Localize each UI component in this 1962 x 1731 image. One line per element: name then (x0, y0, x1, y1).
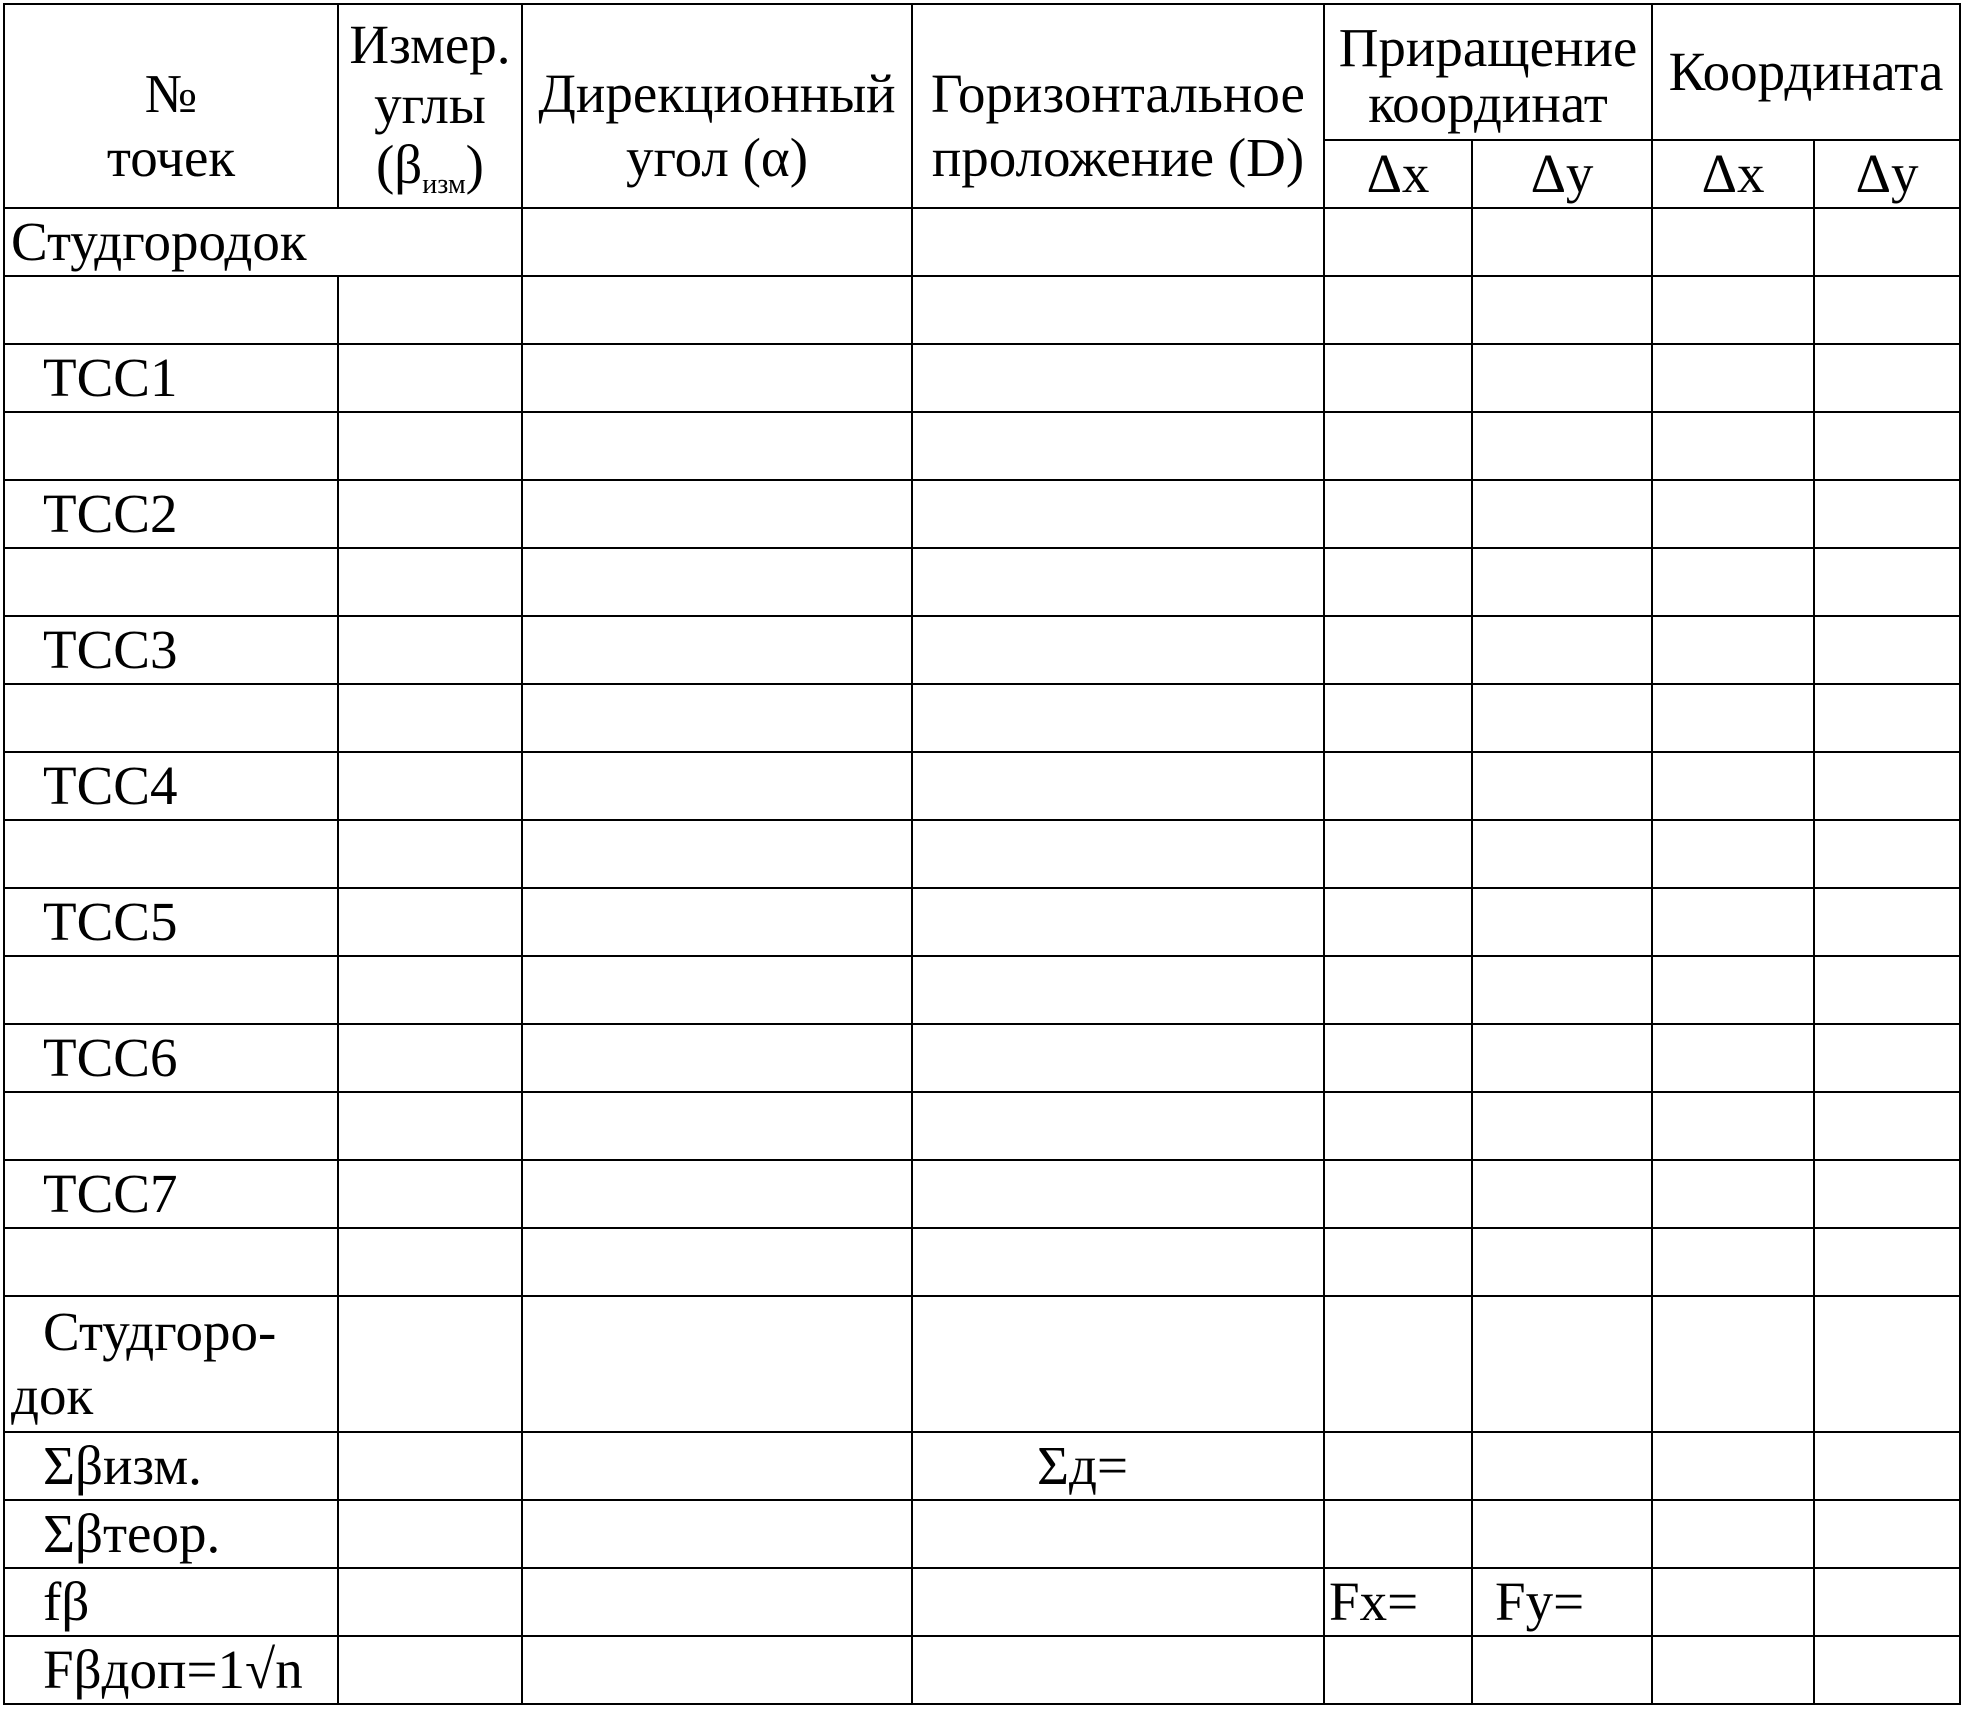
increment-dy-cell[interactable] (1472, 1500, 1652, 1568)
coordinate-dy-cell[interactable] (1814, 616, 1960, 684)
increment-dy-cell[interactable] (1472, 820, 1652, 888)
increment-dx-cell[interactable] (1324, 344, 1472, 412)
directional-angle-cell[interactable] (522, 480, 912, 548)
increment-dx-cell[interactable] (1324, 480, 1472, 548)
measured-angle-cell[interactable] (338, 480, 522, 548)
header-directional-angle-line2: угол (α) (625, 127, 809, 188)
header-measured-angles-line1: Измер. (349, 14, 511, 75)
increment-dy-cell[interactable] (1472, 1636, 1652, 1704)
increment-dx-cell[interactable] (1324, 1296, 1472, 1432)
header-coordinate-dx: Δx (1652, 140, 1814, 208)
coordinate-dy-cell[interactable] (1814, 752, 1960, 820)
directional-angle-cell[interactable] (522, 1160, 912, 1228)
horizontal-distance-cell[interactable] (912, 1024, 1324, 1092)
increment-dy-cell[interactable] (1472, 1024, 1652, 1092)
summary-row-sum-theoretical (4, 1500, 1960, 1568)
header-increments-dx: Δx (1324, 140, 1472, 208)
header-coordinate (1652, 4, 1960, 140)
increment-dy-cell[interactable] (1472, 548, 1652, 616)
fy-label: Fy= (1472, 1568, 1652, 1636)
horizontal-distance-cell[interactable] (912, 1636, 1324, 1704)
increment-dy-cell[interactable] (1472, 956, 1652, 1024)
point-label (4, 276, 338, 344)
beta-subscript: изм (422, 169, 466, 200)
increment-dx-cell[interactable] (1324, 888, 1472, 956)
point-label: ТСС5 (4, 888, 338, 956)
directional-angle-cell[interactable] (522, 1296, 912, 1432)
horizontal-distance-cell[interactable] (912, 752, 1324, 820)
header-increments-dy: Δy (1472, 140, 1652, 208)
increment-dy-cell[interactable] (1472, 344, 1652, 412)
measured-angle-cell[interactable] (338, 1296, 522, 1432)
sum-theoretical-label: Σβтеор. (4, 1500, 338, 1568)
horizontal-distance-cell[interactable] (912, 276, 1324, 344)
coordinate-dy-cell[interactable] (1814, 1092, 1960, 1160)
point-label (4, 1228, 338, 1296)
increment-dy-cell[interactable] (1472, 1432, 1652, 1500)
coordinate-dy-cell[interactable] (1814, 412, 1960, 480)
summary-row-sum-measured (4, 1432, 1960, 1500)
horizontal-distance-cell[interactable] (912, 548, 1324, 616)
header-horizontal-distance-line2: проложение (D) (931, 127, 1305, 188)
directional-angle-cell[interactable] (522, 412, 912, 480)
table-row (4, 1024, 1960, 1092)
point-label (4, 956, 338, 1024)
table-row (4, 1160, 1960, 1228)
directional-angle-cell[interactable] (522, 684, 912, 752)
measured-angle-cell[interactable] (338, 888, 522, 956)
point-label: ТСС2 (4, 480, 338, 548)
header-measured-angles-line3 (339, 135, 521, 205)
table-row (4, 344, 1960, 412)
header-point-number-symbol: № (144, 63, 198, 124)
header-coordinate-dy: Δy (1814, 140, 1960, 208)
horizontal-distance-cell[interactable] (912, 1228, 1324, 1296)
coordinate-dx-cell[interactable] (1652, 548, 1814, 616)
point-label-final-line2: док (11, 1365, 94, 1426)
measured-angle-cell[interactable] (338, 276, 522, 344)
header-increments-line2: координат (1368, 73, 1608, 134)
horizontal-distance-cell[interactable] (912, 956, 1324, 1024)
increment-dy-cell[interactable] (1472, 684, 1652, 752)
horizontal-distance-cell[interactable] (912, 888, 1324, 956)
coordinate-dy-cell[interactable] (1814, 1296, 1960, 1432)
header-directional-angle-line1: Дирекционный (538, 63, 896, 124)
header-increments-line1: Приращение (1338, 17, 1638, 78)
measured-angle-cell[interactable] (338, 956, 522, 1024)
coordinate-dx-cell[interactable] (1652, 1160, 1814, 1228)
increment-dx-cell[interactable] (1324, 412, 1472, 480)
measured-angle-cell[interactable] (338, 820, 522, 888)
table-row (4, 1228, 1960, 1296)
table-row (4, 412, 1960, 480)
coordinate-dy-cell[interactable] (1814, 548, 1960, 616)
point-label (4, 1092, 338, 1160)
coordinate-dy-cell[interactable] (1814, 276, 1960, 344)
coordinate-dy-cell[interactable] (1814, 1636, 1960, 1704)
horizontal-distance-cell[interactable] (912, 1160, 1324, 1228)
directional-angle-cell[interactable] (522, 1636, 912, 1704)
header-horizontal-distance (912, 4, 1324, 208)
summary-row-allowable (4, 1636, 1960, 1704)
point-label: ТСС6 (4, 1024, 338, 1092)
directional-angle-cell[interactable] (522, 956, 912, 1024)
increment-dx-cell[interactable] (1324, 1432, 1472, 1500)
coordinate-dx-cell[interactable] (1652, 1636, 1814, 1704)
coordinate-dx-cell[interactable] (1652, 276, 1814, 344)
directional-angle-cell[interactable] (522, 1024, 912, 1092)
table-row (4, 820, 1960, 888)
coordinate-dy-cell[interactable] (1814, 344, 1960, 412)
directional-angle-cell[interactable] (522, 752, 912, 820)
point-label: Студгородок (4, 208, 522, 276)
point-label: ТСС3 (4, 616, 338, 684)
directional-angle-cell[interactable] (522, 1228, 912, 1296)
coordinate-dx-cell[interactable] (1652, 1024, 1814, 1092)
coordinate-dy-cell[interactable] (1814, 1432, 1960, 1500)
header-measured-angles-line2: углы (374, 74, 486, 135)
coordinate-dx-cell[interactable] (1652, 820, 1814, 888)
horizontal-distance-cell[interactable] (912, 1296, 1324, 1432)
coordinate-dy-cell[interactable] (1814, 1228, 1960, 1296)
coordinate-dy-cell[interactable] (1814, 1568, 1960, 1636)
coordinate-dy-cell[interactable] (1814, 888, 1960, 956)
horizontal-distance-cell[interactable] (912, 820, 1324, 888)
table-row (4, 276, 1960, 344)
increment-dx-cell[interactable] (1324, 1228, 1472, 1296)
increment-dy-cell[interactable] (1472, 888, 1652, 956)
measured-angle-cell[interactable] (338, 1160, 522, 1228)
point-label: ТСС4 (4, 752, 338, 820)
coordinate-dy-cell[interactable] (1814, 480, 1960, 548)
horizontal-distance-cell[interactable] (912, 616, 1324, 684)
header-row-1 (4, 4, 1960, 140)
increment-dx-cell[interactable] (1324, 1636, 1472, 1704)
coordinate-dx-cell[interactable] (1652, 684, 1814, 752)
increment-dx-cell[interactable] (1324, 208, 1472, 276)
coordinate-dx-cell[interactable] (1652, 888, 1814, 956)
table-row (4, 616, 1960, 684)
increment-dx-cell[interactable] (1324, 616, 1472, 684)
measured-angle-cell[interactable] (338, 548, 522, 616)
increment-dx-cell[interactable] (1324, 1092, 1472, 1160)
measured-angle-cell[interactable] (338, 684, 522, 752)
measured-angle-cell[interactable] (338, 1432, 522, 1500)
coordinate-dx-cell[interactable] (1652, 1568, 1814, 1636)
point-label (4, 412, 338, 480)
directional-angle-cell[interactable] (522, 888, 912, 956)
header-coordinate-label: Координата (1668, 41, 1944, 102)
increment-dx-cell[interactable] (1324, 548, 1472, 616)
table-row (4, 888, 1960, 956)
table-row (4, 548, 1960, 616)
coordinate-dy-cell[interactable] (1814, 1160, 1960, 1228)
coordinate-dy-cell[interactable] (1814, 956, 1960, 1024)
header-increments (1324, 4, 1652, 140)
point-label: ТСС1 (4, 344, 338, 412)
directional-angle-cell[interactable] (522, 1432, 912, 1500)
measured-angle-cell[interactable] (338, 1092, 522, 1160)
coordinate-dx-cell[interactable] (1652, 480, 1814, 548)
point-label-final (4, 1296, 338, 1432)
increment-dy-cell[interactable] (1472, 1092, 1652, 1160)
coordinate-dy-cell[interactable] (1814, 684, 1960, 752)
table-row (4, 480, 1960, 548)
increment-dy-cell[interactable] (1472, 616, 1652, 684)
table-row (4, 752, 1960, 820)
point-label-final-line1: Студгоро- (43, 1301, 277, 1362)
coordinate-dy-cell[interactable] (1814, 1024, 1960, 1092)
table-row (4, 956, 1960, 1024)
sum-measured-label: Σβизм. (4, 1432, 338, 1500)
coordinate-dx-cell[interactable] (1652, 1432, 1814, 1500)
misclosure-label: fβ (4, 1568, 338, 1636)
increment-dx-cell[interactable] (1324, 752, 1472, 820)
directional-angle-cell[interactable] (522, 616, 912, 684)
header-point-number (4, 4, 338, 208)
beta-close: ) (465, 134, 484, 195)
directional-angle-cell[interactable] (522, 1500, 912, 1568)
table-row (4, 684, 1960, 752)
increment-dx-cell[interactable] (1324, 1160, 1472, 1228)
traverse-table (3, 3, 1961, 1705)
measured-angle-cell[interactable] (338, 616, 522, 684)
directional-angle-cell[interactable] (522, 276, 912, 344)
coordinate-dx-cell[interactable] (1652, 616, 1814, 684)
point-label (4, 548, 338, 616)
sum-distance-label: Σд= (912, 1432, 1324, 1500)
horizontal-distance-cell[interactable] (912, 1092, 1324, 1160)
horizontal-distance-cell[interactable] (912, 480, 1324, 548)
allowable-label: Fβдоп=1√n (4, 1636, 338, 1704)
coordinate-dx-cell[interactable] (1652, 208, 1814, 276)
coordinate-dx-cell[interactable] (1652, 1092, 1814, 1160)
increment-dx-cell[interactable] (1324, 820, 1472, 888)
point-label (4, 820, 338, 888)
table-row (4, 1092, 1960, 1160)
measured-angle-cell[interactable] (338, 1228, 522, 1296)
increment-dy-cell[interactable] (1472, 276, 1652, 344)
coordinate-dx-cell[interactable] (1652, 752, 1814, 820)
coordinate-dx-cell[interactable] (1652, 1228, 1814, 1296)
coordinate-dy-cell[interactable] (1814, 820, 1960, 888)
measured-angle-cell[interactable] (338, 412, 522, 480)
coordinate-dy-cell[interactable] (1814, 1500, 1960, 1568)
measured-angle-cell[interactable] (338, 1500, 522, 1568)
increment-dx-cell[interactable] (1324, 1024, 1472, 1092)
directional-angle-cell[interactable] (522, 344, 912, 412)
header-point-number-label: точек (106, 127, 236, 188)
coordinate-dx-cell[interactable] (1652, 344, 1814, 412)
horizontal-distance-cell[interactable] (912, 208, 1324, 276)
increment-dy-cell[interactable] (1472, 1160, 1652, 1228)
measured-angle-cell[interactable] (338, 344, 522, 412)
coordinate-dx-cell[interactable] (1652, 1500, 1814, 1568)
directional-angle-cell[interactable] (522, 1092, 912, 1160)
directional-angle-cell[interactable] (522, 548, 912, 616)
header-directional-angle (522, 4, 912, 208)
table-row (4, 1296, 1960, 1432)
increment-dy-cell[interactable] (1472, 208, 1652, 276)
beta-open: (β (375, 134, 423, 195)
increment-dy-cell[interactable] (1472, 752, 1652, 820)
directional-angle-cell[interactable] (522, 208, 912, 276)
horizontal-distance-cell[interactable] (912, 344, 1324, 412)
measured-angle-cell[interactable] (338, 1568, 522, 1636)
increment-dx-cell[interactable] (1324, 956, 1472, 1024)
increment-dy-cell[interactable] (1472, 1228, 1652, 1296)
coordinate-dx-cell[interactable] (1652, 956, 1814, 1024)
point-label (4, 684, 338, 752)
directional-angle-cell[interactable] (522, 1568, 912, 1636)
coordinate-dy-cell[interactable] (1814, 208, 1960, 276)
directional-angle-cell[interactable] (522, 820, 912, 888)
header-measured-angles (338, 4, 522, 208)
horizontal-distance-cell[interactable] (912, 412, 1324, 480)
summary-row-misclosure (4, 1568, 1960, 1636)
increment-dy-cell[interactable] (1472, 412, 1652, 480)
coordinate-dx-cell[interactable] (1652, 1296, 1814, 1432)
horizontal-distance-cell[interactable] (912, 684, 1324, 752)
fx-label: Fx= (1324, 1568, 1472, 1636)
coordinate-dx-cell[interactable] (1652, 412, 1814, 480)
measured-angle-cell[interactable] (338, 1024, 522, 1092)
table-row (4, 208, 1960, 276)
increment-dy-cell[interactable] (1472, 480, 1652, 548)
header-horizontal-distance-line1: Горизонтальное (931, 63, 1305, 124)
horizontal-distance-cell[interactable] (912, 1568, 1324, 1636)
point-label: ТСС7 (4, 1160, 338, 1228)
increment-dx-cell[interactable] (1324, 276, 1472, 344)
measured-angle-cell[interactable] (338, 752, 522, 820)
measured-angle-cell[interactable] (338, 1636, 522, 1704)
increment-dx-cell[interactable] (1324, 684, 1472, 752)
increment-dy-cell[interactable] (1472, 1296, 1652, 1432)
increment-dx-cell[interactable] (1324, 1500, 1472, 1568)
horizontal-distance-cell[interactable] (912, 1500, 1324, 1568)
